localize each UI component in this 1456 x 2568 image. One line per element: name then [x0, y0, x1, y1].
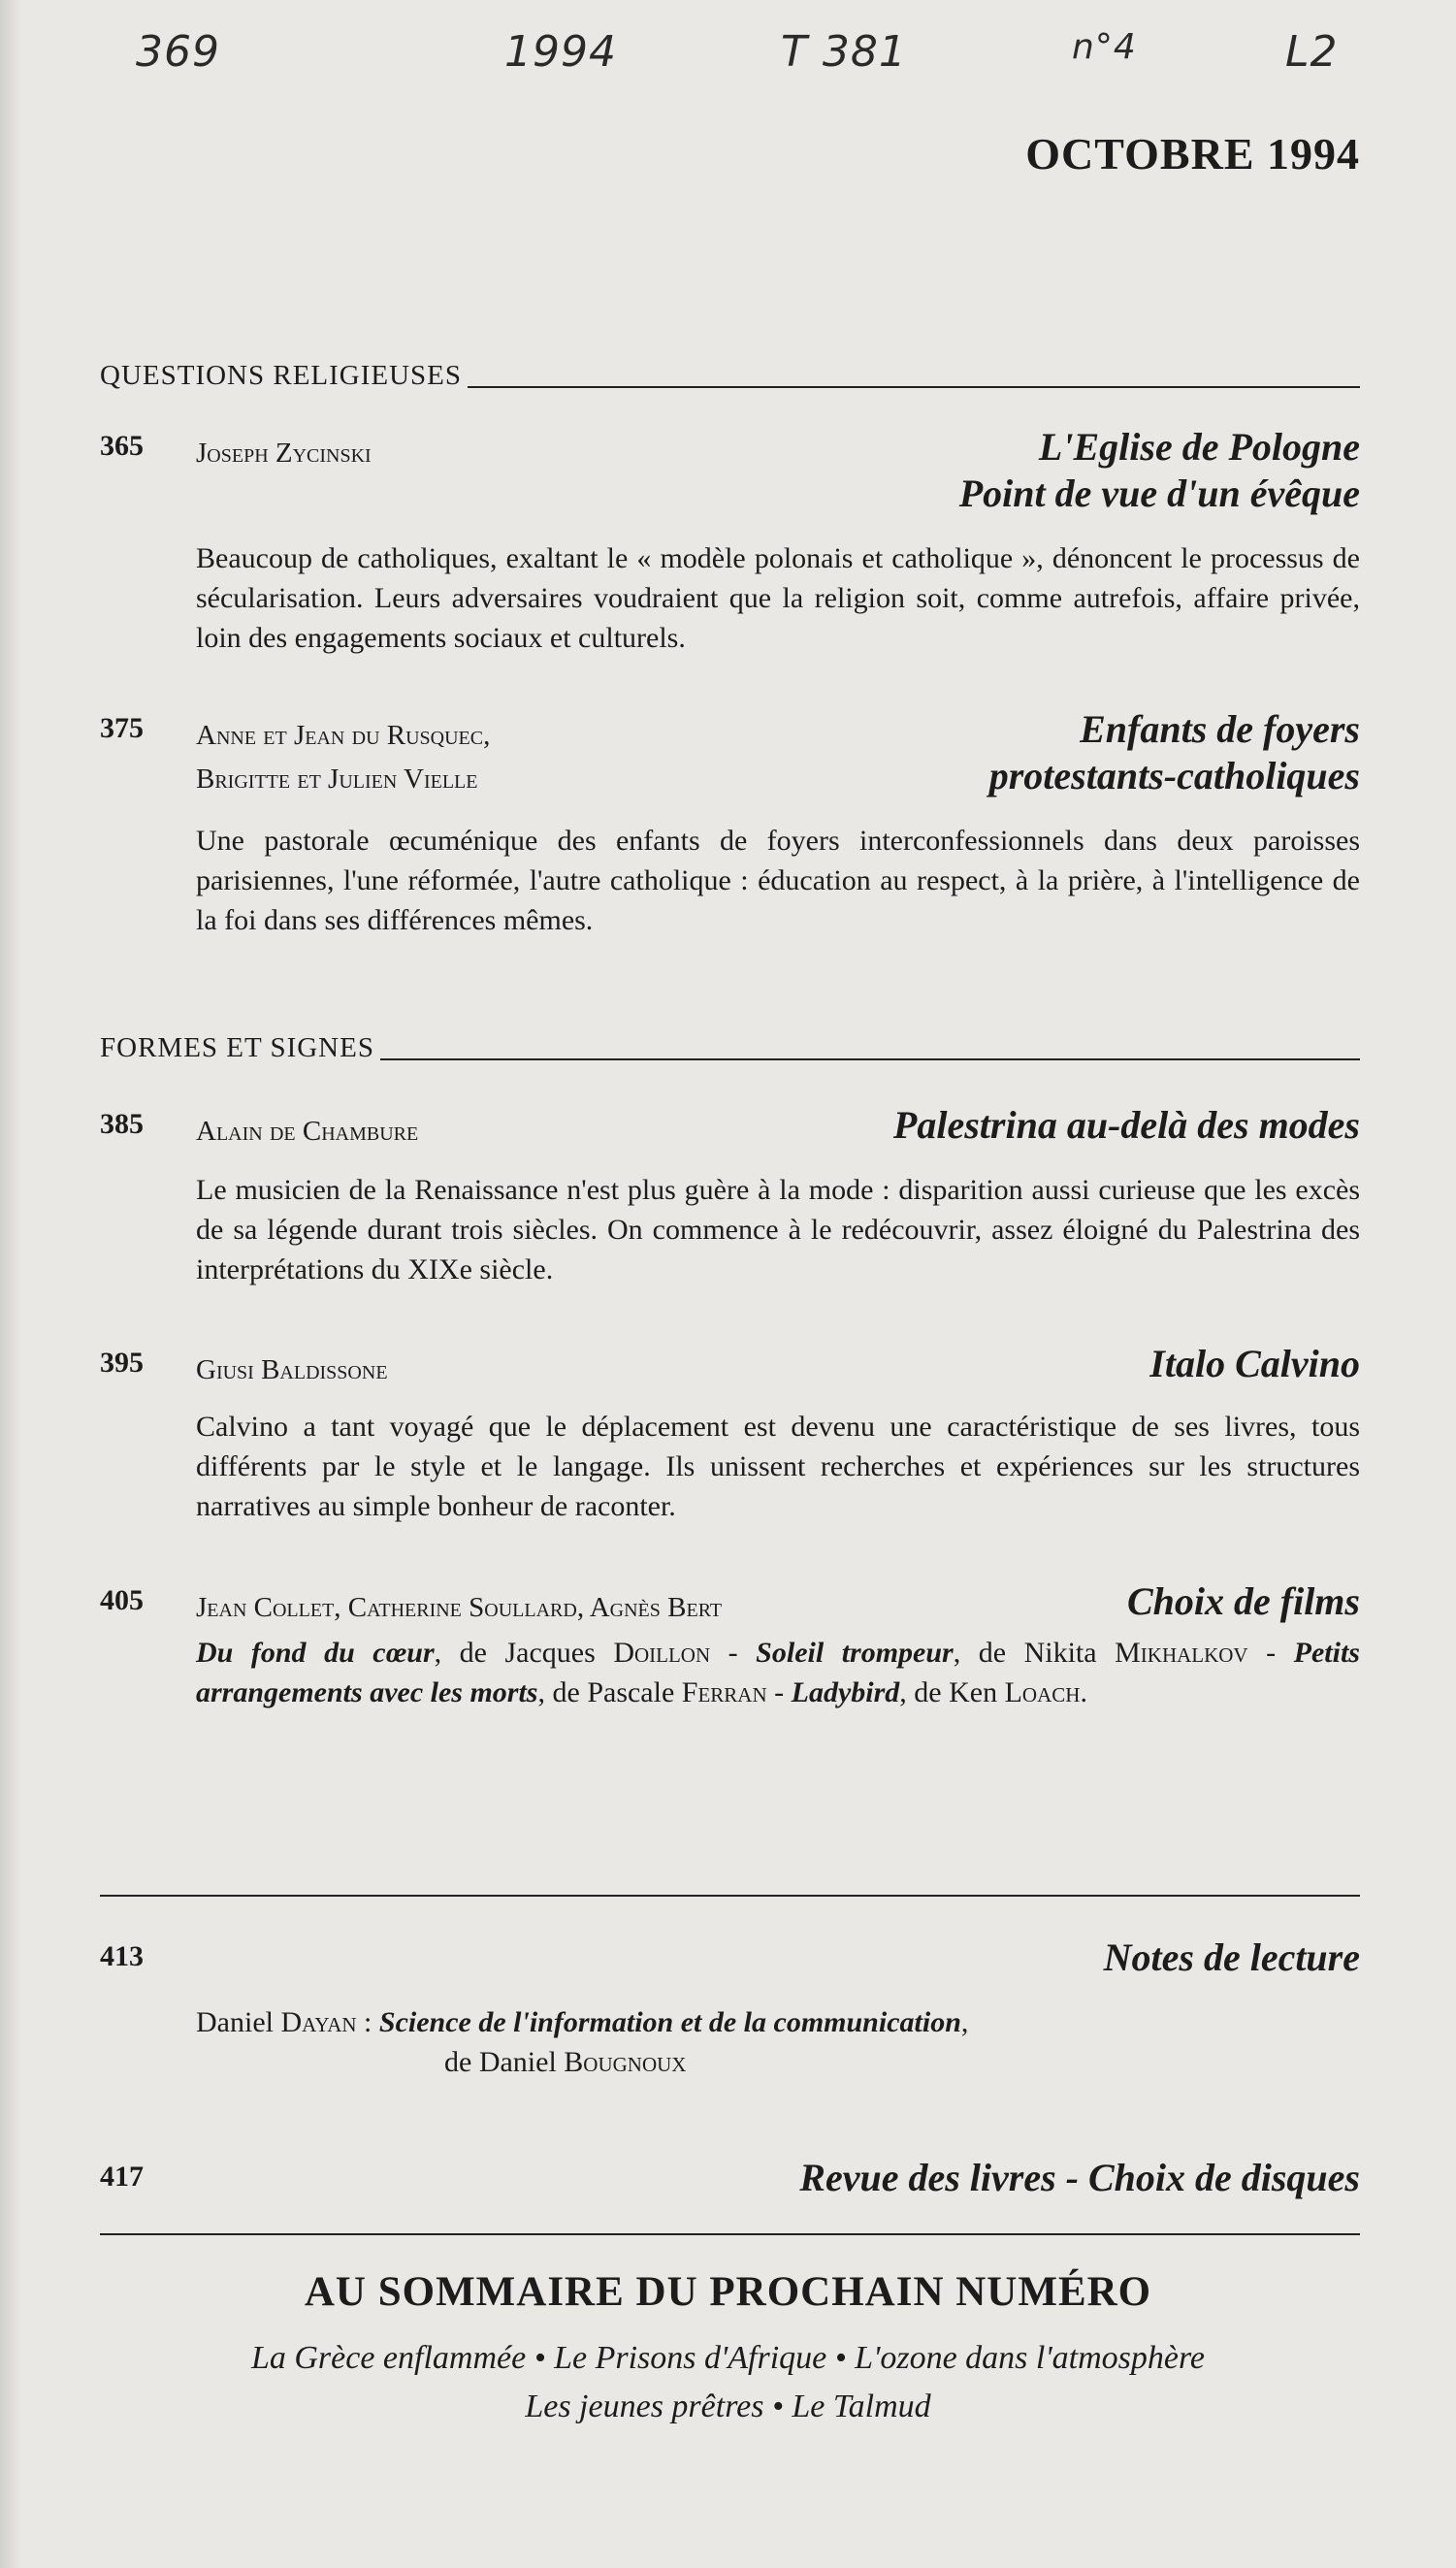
title-line: L'Eglise de Pologne [1038, 425, 1360, 469]
section-heading-formes-et-signes [100, 1024, 1360, 1062]
film-by: , de Nikita [953, 1637, 1116, 1669]
article-title [893, 1102, 1360, 1149]
handwritten-note: L2 [1285, 27, 1339, 77]
title-line: Notes de lecture [1103, 1935, 1360, 1979]
notes-comma: , [960, 2006, 969, 2038]
title-line: Revue des livres - Choix de disques [799, 2156, 1360, 2199]
article-description: Une pastorale œcuménique des enfants de foyers interconfessionnels dans deux paroisses parisiennes, l'une réformée, l'autre catholique : éducation au respect, à la prière, à l'intelligence de la foi dans ses différences mêmes. [196, 825, 1360, 936]
next-issue-topics-line-2: Les jeunes prêtres • Le Talmud [525, 2389, 931, 2424]
article-title [959, 424, 1360, 517]
article-page-number: 405 [100, 1584, 144, 1616]
title-line: protestants-catholiques [988, 754, 1360, 797]
film-title: Ladybird [791, 1676, 900, 1708]
film-title: Soleil trompeur [756, 1637, 954, 1669]
handwritten-note: 1994 [504, 27, 617, 77]
notes-colon: : [356, 2006, 379, 2038]
title-line: Choix de films [1126, 1579, 1360, 1623]
next-issue-topics-line-1: La Grèce enflammée • Le Prisons d'Afrique • L'ozone dans l'atmosphère [250, 2340, 1206, 2376]
author-line: Giusi Baldissone [196, 1354, 388, 1385]
article-authors [196, 432, 372, 475]
title-line: Point de vue d'un évêque [958, 471, 1360, 515]
handwritten-annotations [0, 27, 1456, 95]
notes-author-first: Daniel [196, 2006, 281, 2038]
author-line: Alain de Chambure [196, 1116, 419, 1147]
section-heading-questions-religieuses [100, 351, 1360, 390]
article-page-number: 365 [100, 430, 144, 462]
article-description: Beaucoup de catholiques, exaltant le « modèle polonais et catholique », dénoncent le processus de sécularisation. Leurs adversaires voudraient que la religion soit, comme autrefois, affaire privée, loin des engagements sociaux et culturels. [196, 542, 1360, 654]
article-title [989, 706, 1360, 799]
notes-entry [196, 2002, 1360, 2082]
film-by: , de Pascale [537, 1676, 682, 1708]
film-by: , de Jacques [434, 1637, 614, 1669]
film-title: Du fond du cœur [196, 1637, 435, 1669]
notes-author-last: Dayan [280, 2006, 357, 2038]
film-director: Ferran [681, 1676, 767, 1708]
film-separator: . [1080, 1676, 1087, 1708]
issue-date: OCTOBRE 1994 [1025, 129, 1360, 179]
title-line: Italo Calvino [1149, 1342, 1360, 1385]
article-authors [196, 1349, 388, 1392]
next-issue-heading: AU SOMMAIRE DU PROCHAIN NUMÉRO [304, 2269, 1152, 2315]
film-list [196, 1633, 1360, 1712]
divider-rule [100, 2233, 1360, 2235]
article-authors [196, 1586, 722, 1630]
film-director: Doillon [613, 1637, 711, 1669]
article-page-number: 395 [100, 1347, 144, 1379]
author-line: Brigitte et Julien Vielle [196, 764, 478, 795]
film-director: Loach [1004, 1676, 1081, 1708]
handwritten-note: 369 [136, 27, 220, 77]
author-line: Anne et Jean du Rusquec, [196, 720, 491, 751]
film-separator: - [766, 1676, 792, 1708]
section-heading-rule [380, 1057, 1360, 1060]
article-page-number: 417 [100, 2161, 144, 2193]
section-heading-label: FORMES ET SIGNES [100, 1032, 374, 1063]
article-title [1149, 1341, 1360, 1387]
film-by: , de Ken [899, 1676, 1005, 1708]
notes-entry-line [196, 2002, 1360, 2042]
article-title [1127, 1578, 1360, 1625]
notes-book-author: Bougnoux [564, 2046, 687, 2078]
author-line: Joseph Zycinski [196, 438, 372, 469]
article-page-number: 413 [100, 1940, 144, 1972]
article-description: Calvino a tant voyagé que le déplacement est devenu une caractéristique de ses livres, tous différents par le style et le langage. Ils unissent recherches et expériences sur les structures narratives au simple bonheur de raconter. [196, 1411, 1360, 1522]
article-page-number: 385 [100, 1108, 144, 1140]
notes-book-by: de Daniel [444, 2046, 565, 2078]
notes-book-title: Science de l'information et de la communication [378, 2006, 961, 2038]
article-authors [196, 1110, 418, 1154]
film-separator: - [710, 1637, 757, 1669]
title-line: Palestrina au-delà des modes [892, 1103, 1360, 1147]
author-line: Jean Collet, Catherine Soullard, Agnès Bert [196, 1592, 723, 1623]
article-page-number: 375 [100, 712, 144, 744]
handwritten-note: n°4 [1072, 27, 1137, 67]
notes-entry-line [196, 2042, 1360, 2082]
article-description: Le musicien de la Renaissance n'est plus guère à la mode : disparition aussi curieuse que les excès de sa légende durant trois siècles. On commence à le redécouvrir, assez éloigné du Palestrina des interprétations du XIXe siècle. [196, 1174, 1360, 1285]
article-authors [196, 714, 490, 801]
divider-rule [100, 1895, 1360, 1897]
film-separator: - [1247, 1637, 1294, 1669]
title-line: Enfants de foyers [1080, 707, 1360, 751]
film-title: Petits arrangements avec les morts [196, 1637, 1360, 1708]
film-director: Mikhalkov [1115, 1637, 1248, 1669]
section-heading-label: QUESTIONS RELIGIEUSES [100, 360, 463, 391]
article-title [1104, 1934, 1360, 1981]
article-title [799, 2155, 1360, 2201]
handwritten-note: T 381 [781, 27, 907, 77]
section-heading-rule [468, 385, 1360, 388]
